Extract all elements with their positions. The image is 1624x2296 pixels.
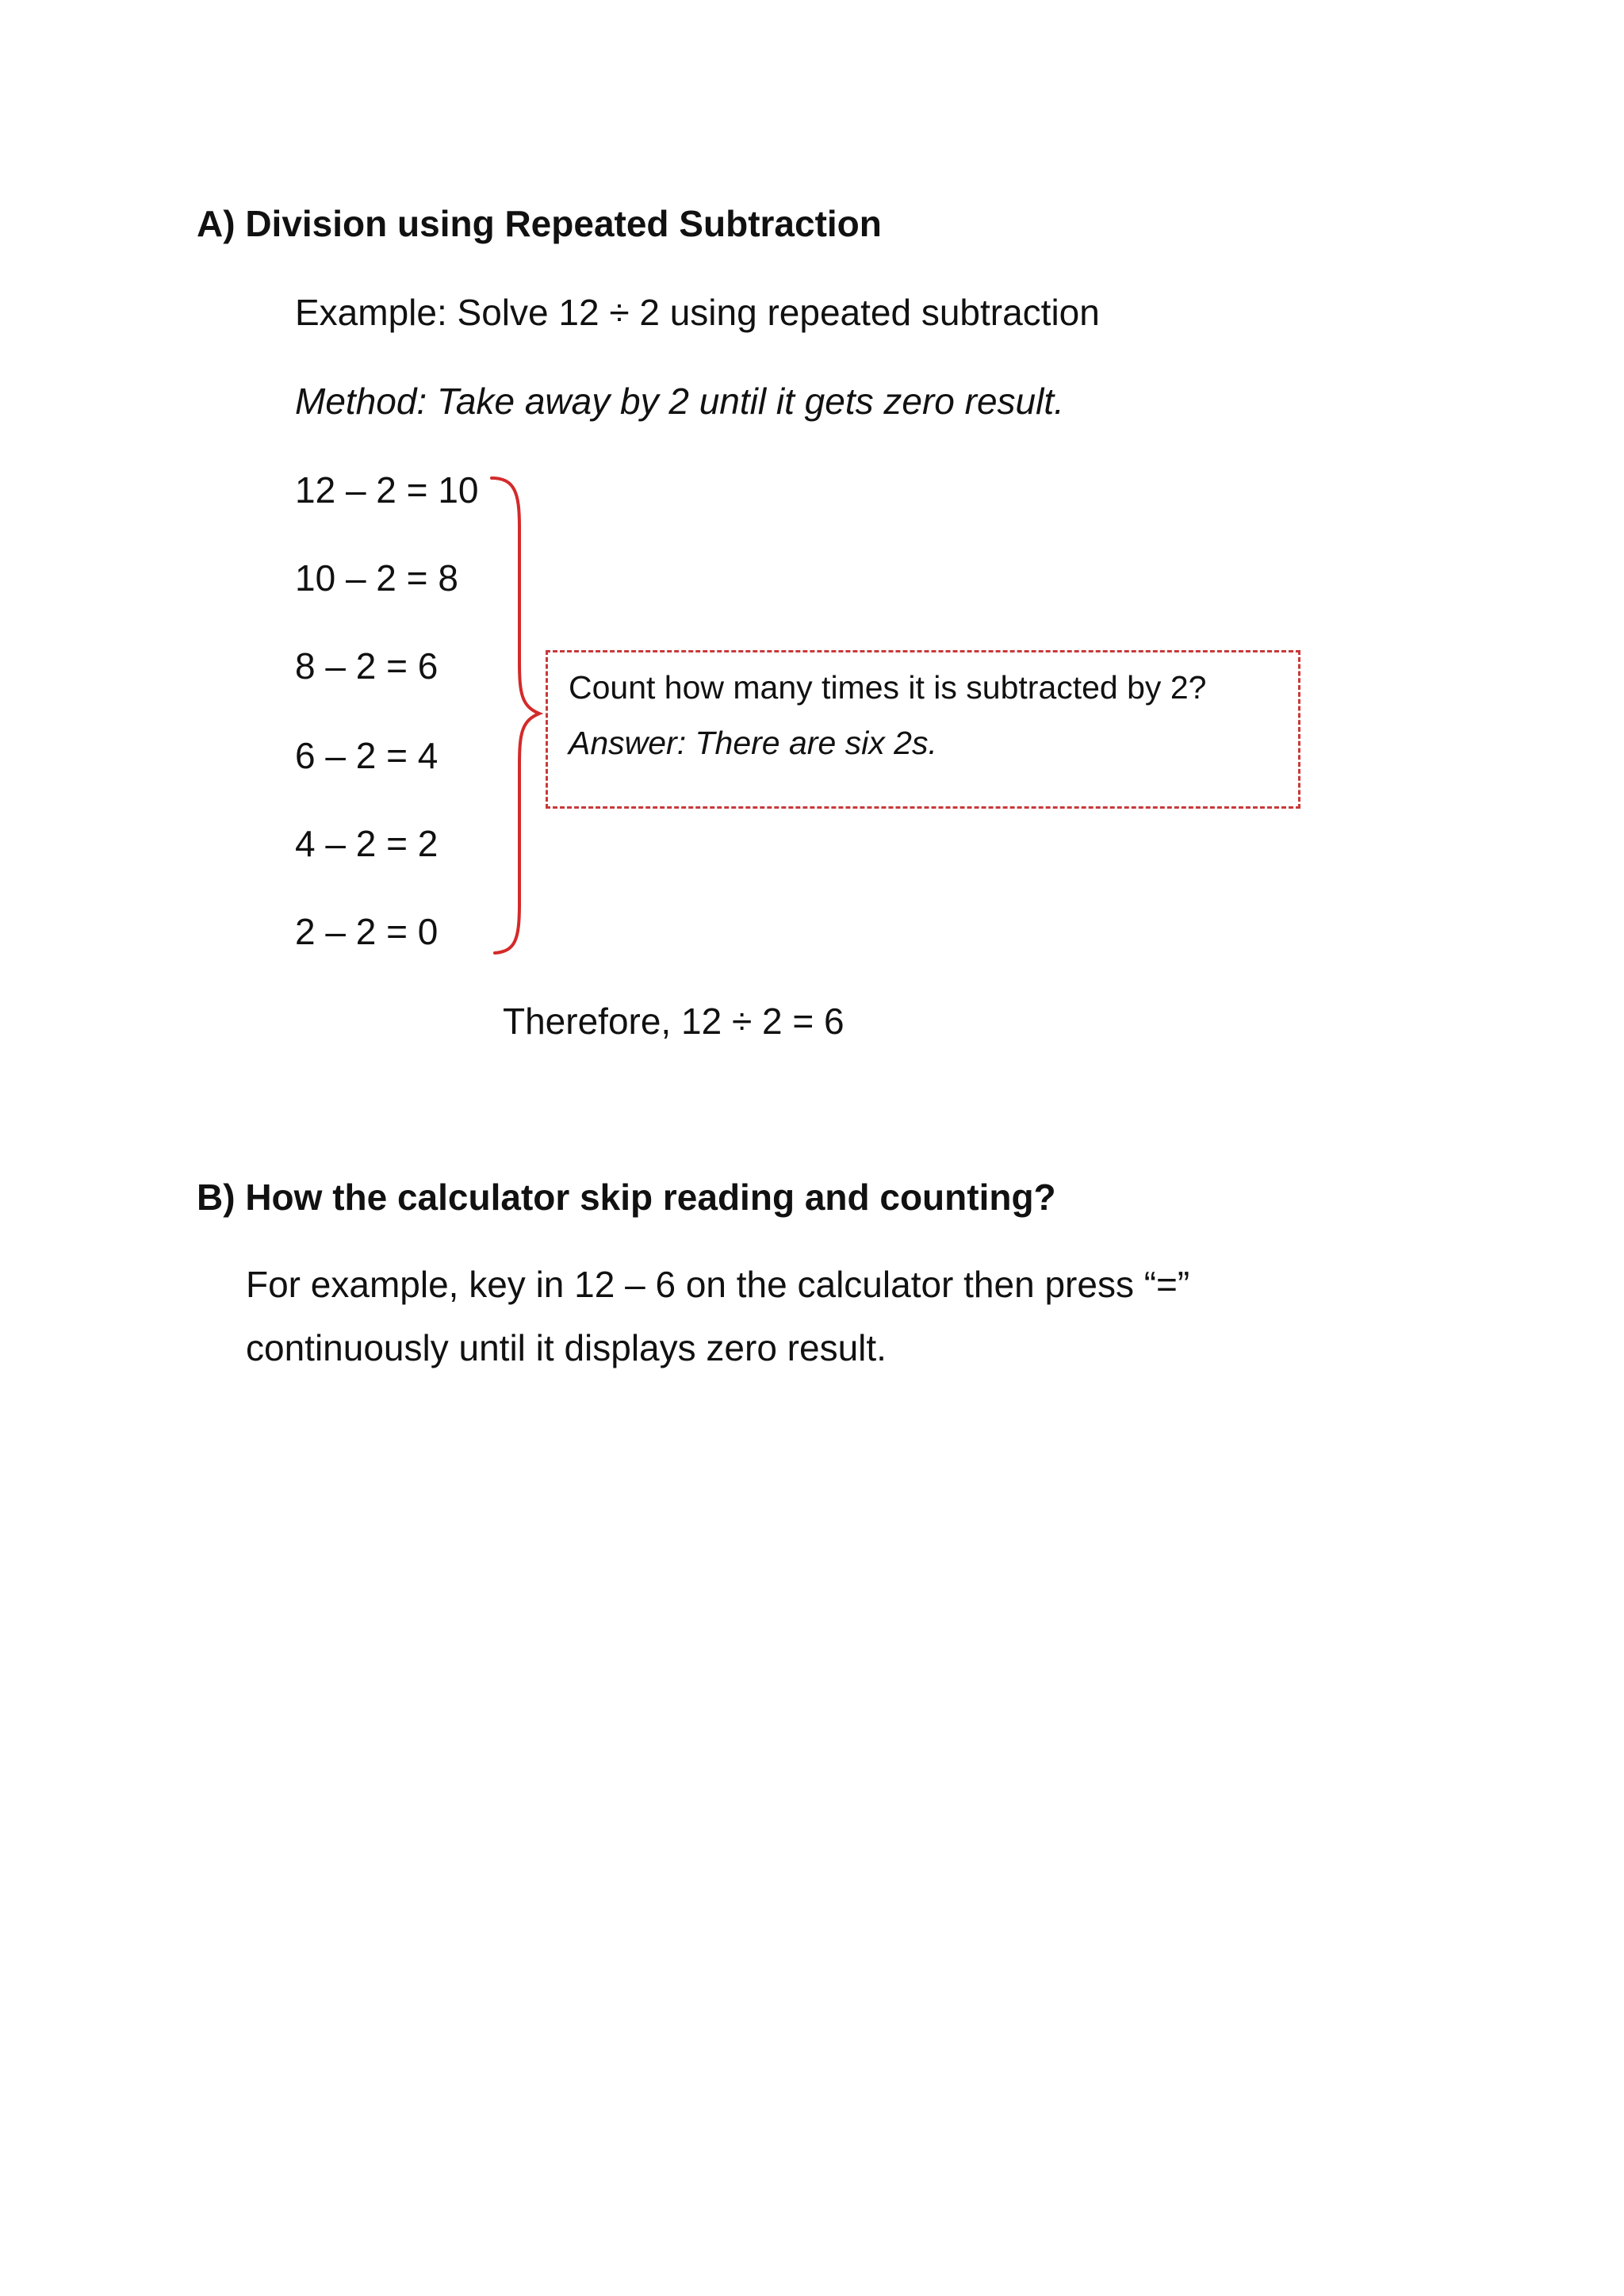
- step-4: 6 – 2 = 4: [295, 735, 439, 776]
- section-a-heading: A) Division using Repeated Subtraction: [197, 203, 882, 244]
- section-b-paragraph-line-1: For example, key in 12 – 6 on the calculator then press “=”: [246, 1264, 1190, 1305]
- callout-question: Count how many times it is subtracted by 2?: [569, 669, 1207, 706]
- step-6: 2 – 2 = 0: [295, 911, 439, 952]
- method-text: Method: Take away by 2 until it gets zero result.: [295, 381, 1064, 422]
- section-b-heading: B) How the calculator skip reading and counting?: [197, 1177, 1056, 1218]
- conclusion-text: Therefore, 12 ÷ 2 = 6: [503, 1001, 845, 1042]
- step-1: 12 – 2 = 10: [295, 469, 479, 511]
- step-2: 10 – 2 = 8: [295, 557, 458, 599]
- step-3: 8 – 2 = 6: [295, 645, 439, 687]
- step-5: 4 – 2 = 2: [295, 823, 439, 864]
- curly-brace-icon: [484, 472, 547, 959]
- callout-box: [546, 650, 1300, 809]
- callout-answer: Answer: There are six 2s.: [569, 725, 937, 761]
- example-text: Example: Solve 12 ÷ 2 using repeated subtraction: [295, 292, 1100, 333]
- section-b-paragraph-line-2: continuously until it displays zero result.: [246, 1327, 887, 1368]
